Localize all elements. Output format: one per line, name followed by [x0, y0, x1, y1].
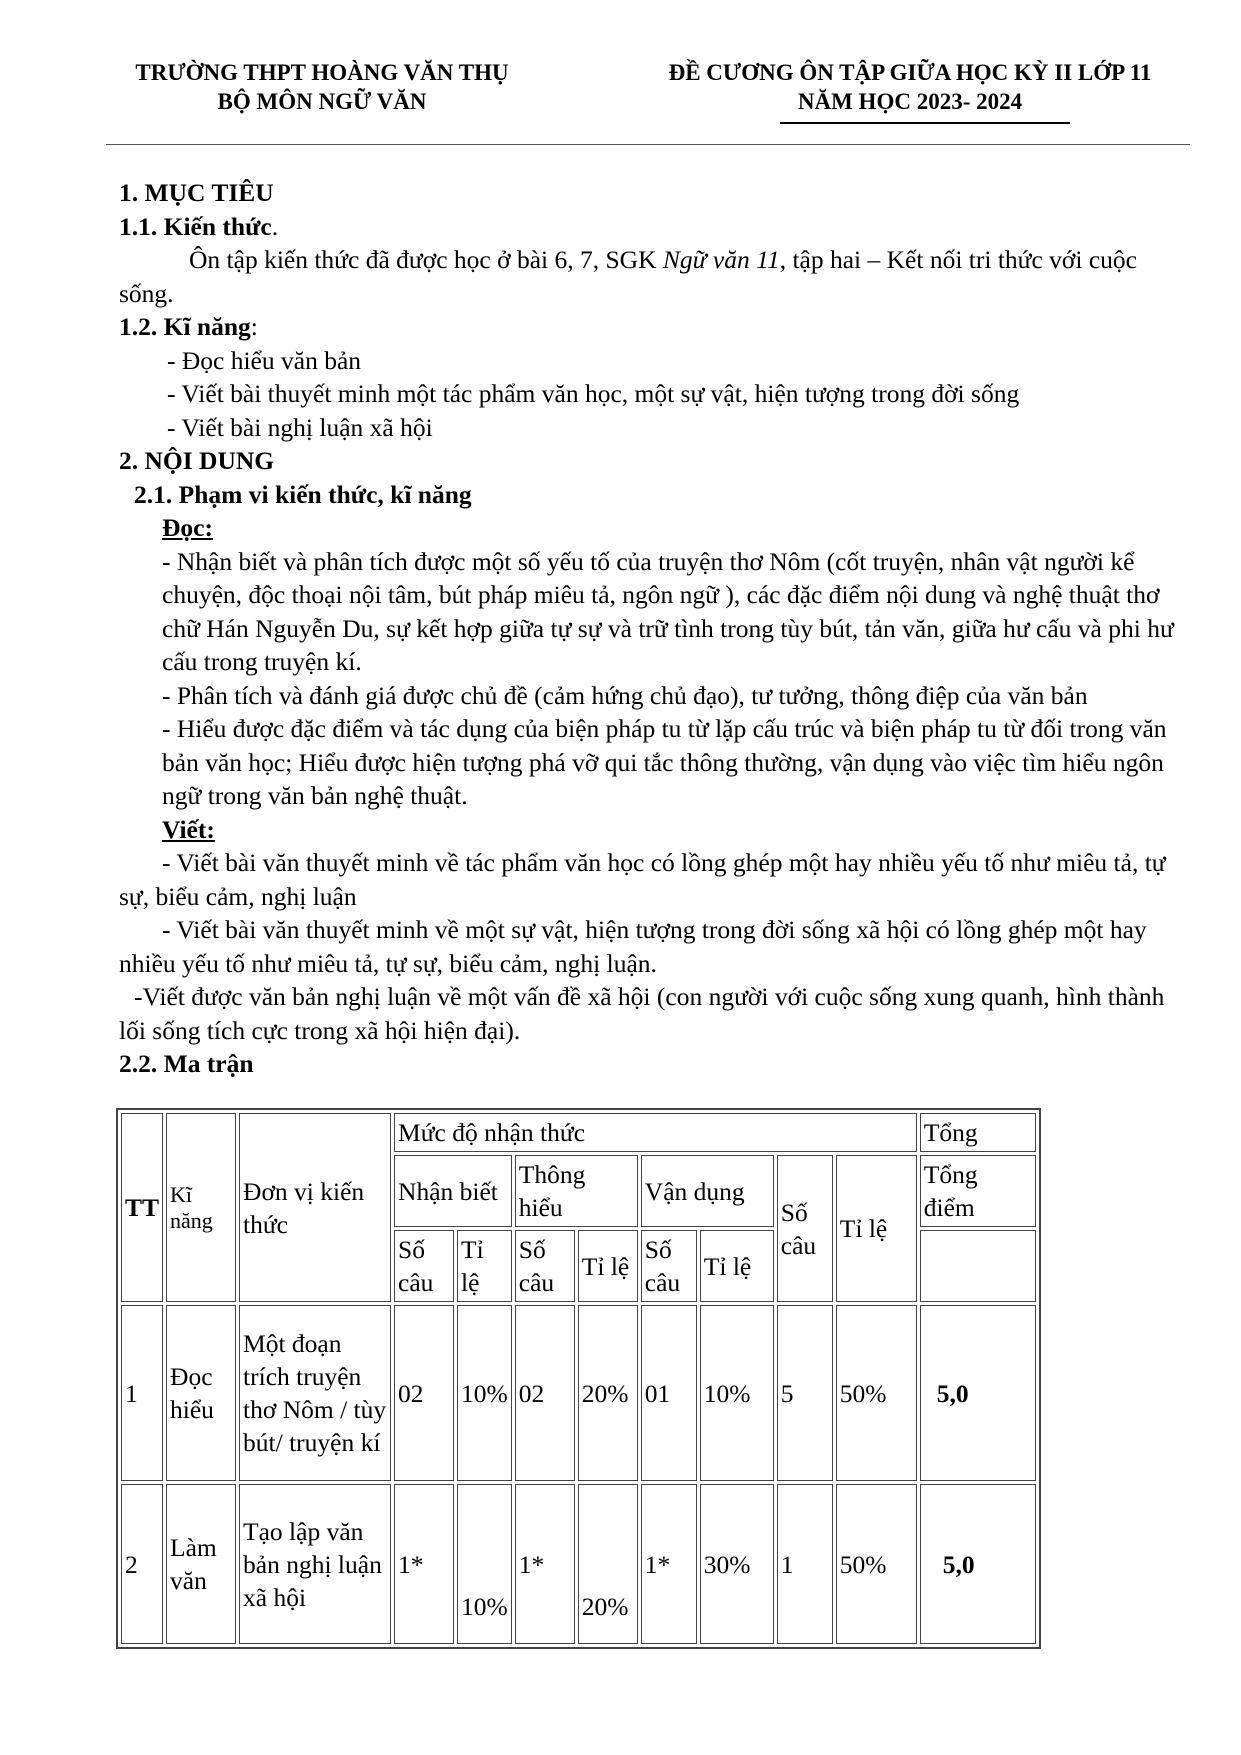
skill-item: - Đọc hiểu văn bản: [167, 345, 362, 375]
assessment-matrix: [116, 1108, 1041, 1649]
book-title: Ngữ văn 11: [662, 245, 780, 274]
row-vd-count: 1*: [641, 1484, 697, 1644]
header-divider: [106, 144, 1190, 145]
row-tt: 2: [121, 1484, 163, 1644]
school-header: [112, 58, 532, 116]
document-title: ĐỀ CƯƠNG ÔN TẬP GIỮA HỌC KỲ II LỚP 11: [668, 60, 1152, 85]
row-vd-ratio: 30%: [700, 1484, 774, 1644]
school-year: NĂM HỌC 2023- 2024: [797, 89, 1023, 114]
reading-item: - Phân tích và đánh giá được chủ đề (cảm hứng chủ đạo), tư tưởng, thông điệp của văn bản: [162, 680, 1088, 710]
level-understand: Thông hiểu: [515, 1155, 638, 1227]
row-ratio: 50%: [836, 1305, 917, 1481]
row-count: 5: [777, 1305, 833, 1481]
writing-item: - Viết bài văn thuyết minh về tác phẩm văn học có lồng ghép một hay nhiều yếu tố như miêu tả, tự sự, biểu cảm, nghị luận: [119, 848, 1166, 911]
table-row: [121, 1484, 1036, 1644]
row-vd-count: 01: [641, 1305, 697, 1481]
row-ratio: 50%: [836, 1484, 917, 1644]
sub-count: Số câu: [394, 1230, 454, 1302]
row-nb-ratio: 10%: [457, 1484, 512, 1644]
header-underline: [780, 122, 1070, 124]
skills-heading: 1.2. Kĩ năng:: [119, 312, 258, 341]
sub-ratio: Tỉ lệ: [457, 1230, 512, 1302]
col-tt: TT: [121, 1113, 163, 1302]
sub-ratio: Tỉ lệ: [578, 1230, 638, 1302]
section1-heading: 1. MỤC TIÊU: [119, 178, 274, 207]
row-th-count: 02: [515, 1305, 575, 1481]
col-ratio: Tỉ lệ: [836, 1155, 917, 1302]
row-th-ratio: 20%: [578, 1305, 638, 1481]
sub-count: Số câu: [515, 1230, 575, 1302]
group-level: Mức độ nhận thức: [394, 1113, 917, 1152]
skill-item: - Viết bài thuyết minh một tác phẩm văn học, một sự vật, hiện tượng trong đời sống: [167, 379, 1020, 408]
level-apply: Vận dụng: [641, 1155, 774, 1227]
document-header: [640, 58, 1180, 116]
matrix-heading: 2.2. Ma trận: [119, 1049, 254, 1078]
row-skill: Đọc hiểu: [166, 1305, 236, 1481]
col-unit: Đơn vị kiến thức: [239, 1113, 391, 1302]
empty-cell: [920, 1230, 1036, 1302]
sub-ratio: Tỉ lệ: [700, 1230, 774, 1302]
writing-item: - Viết bài văn thuyết minh về một sự vật, hiện tượng trong đời sống xã hội có lồng ghép một hay nhiều yếu tố như miêu tả, tự sự, biểu cảm, nghị luận.: [119, 915, 1147, 978]
scope-heading: 2.1. Phạm vi kiến thức, kĩ năng: [134, 479, 472, 509]
row-vd-ratio: 10%: [700, 1305, 774, 1481]
row-unit: Tạo lập văn bản nghị luận xã hội: [239, 1484, 391, 1644]
row-score: 5,0: [920, 1305, 1036, 1481]
level-recognize: Nhận biết: [394, 1155, 512, 1227]
writing-label: Viết:: [162, 814, 215, 844]
row-skill: Làm văn: [166, 1484, 236, 1644]
matrix-header-row: [121, 1113, 1036, 1152]
row-th-ratio: 20%: [578, 1484, 638, 1644]
row-nb-count: 1*: [394, 1484, 454, 1644]
document-body: [119, 176, 1189, 1081]
writing-item: -Viết được văn bản nghị luận về một vấn đề xã hội (con người với cuộc sống xung quanh, hình thành lối sống tích cực trong xã hội hiện đại).: [119, 982, 1165, 1045]
col-count: Số câu: [777, 1155, 833, 1302]
row-nb-count: 02: [394, 1305, 454, 1481]
reading-item: - Nhận biết và phân tích được một số yếu tố của truyện thơ Nôm (cốt truyện, nhân vật người kể chuyện, độc thoại nội tâm, bút pháp miêu tả, ngôn ngữ ), các đặc điểm nội dung và nghệ thuật thơ chữ Hán Nguyễn Du, sự kết hợp giữa tự sự và trữ tình trong tùy bút, tản văn, giữa hư cấu và phi hư cấu trong truyện kí.: [162, 546, 1174, 676]
table-row: [121, 1305, 1036, 1481]
skill-item: - Viết bài nghị luận xã hội: [167, 412, 433, 442]
row-th-count: 1*: [515, 1484, 575, 1644]
department-name: BỘ MÔN NGỮ VĂN: [217, 89, 427, 114]
row-nb-ratio: 10%: [457, 1305, 512, 1481]
col-skill: Kĩ năng: [166, 1113, 236, 1302]
row-count: 1: [777, 1484, 833, 1644]
reading-label: Đọc:: [162, 513, 213, 542]
col-total-score: Tổng điểm: [920, 1155, 1036, 1227]
row-unit: Một đoạn trích truyện thơ Nôm / tùy bút/ truyện kí: [239, 1305, 391, 1481]
row-tt: 1: [121, 1305, 163, 1481]
sub-count: Số câu: [641, 1230, 697, 1302]
reading-item: - Hiểu được đặc điểm và tác dụng của biện pháp tu từ lặp cấu trúc và biện pháp tu từ đối trong văn bản văn học; Hiểu được hiện tượng phá vỡ qui tắc thông thường, vận dụng vào việc tìm hiểu ngôn ngữ trong văn bản nghệ thuật.: [162, 714, 1167, 810]
knowledge-text: Ôn tập kiến thức đã được học ở bài 6, 7, SGK Ngữ văn 11, tập hai – Kết nối tri thức với cuộc sống.: [119, 245, 1138, 308]
section2-heading: 2. NỘI DUNG: [119, 446, 275, 475]
knowledge-heading: 1.1. Kiến thức.: [119, 211, 279, 241]
row-score: 5,0: [920, 1484, 1036, 1644]
group-total: Tổng: [920, 1113, 1036, 1152]
school-name: TRƯỜNG THPT HOÀNG VĂN THỤ: [135, 60, 509, 85]
